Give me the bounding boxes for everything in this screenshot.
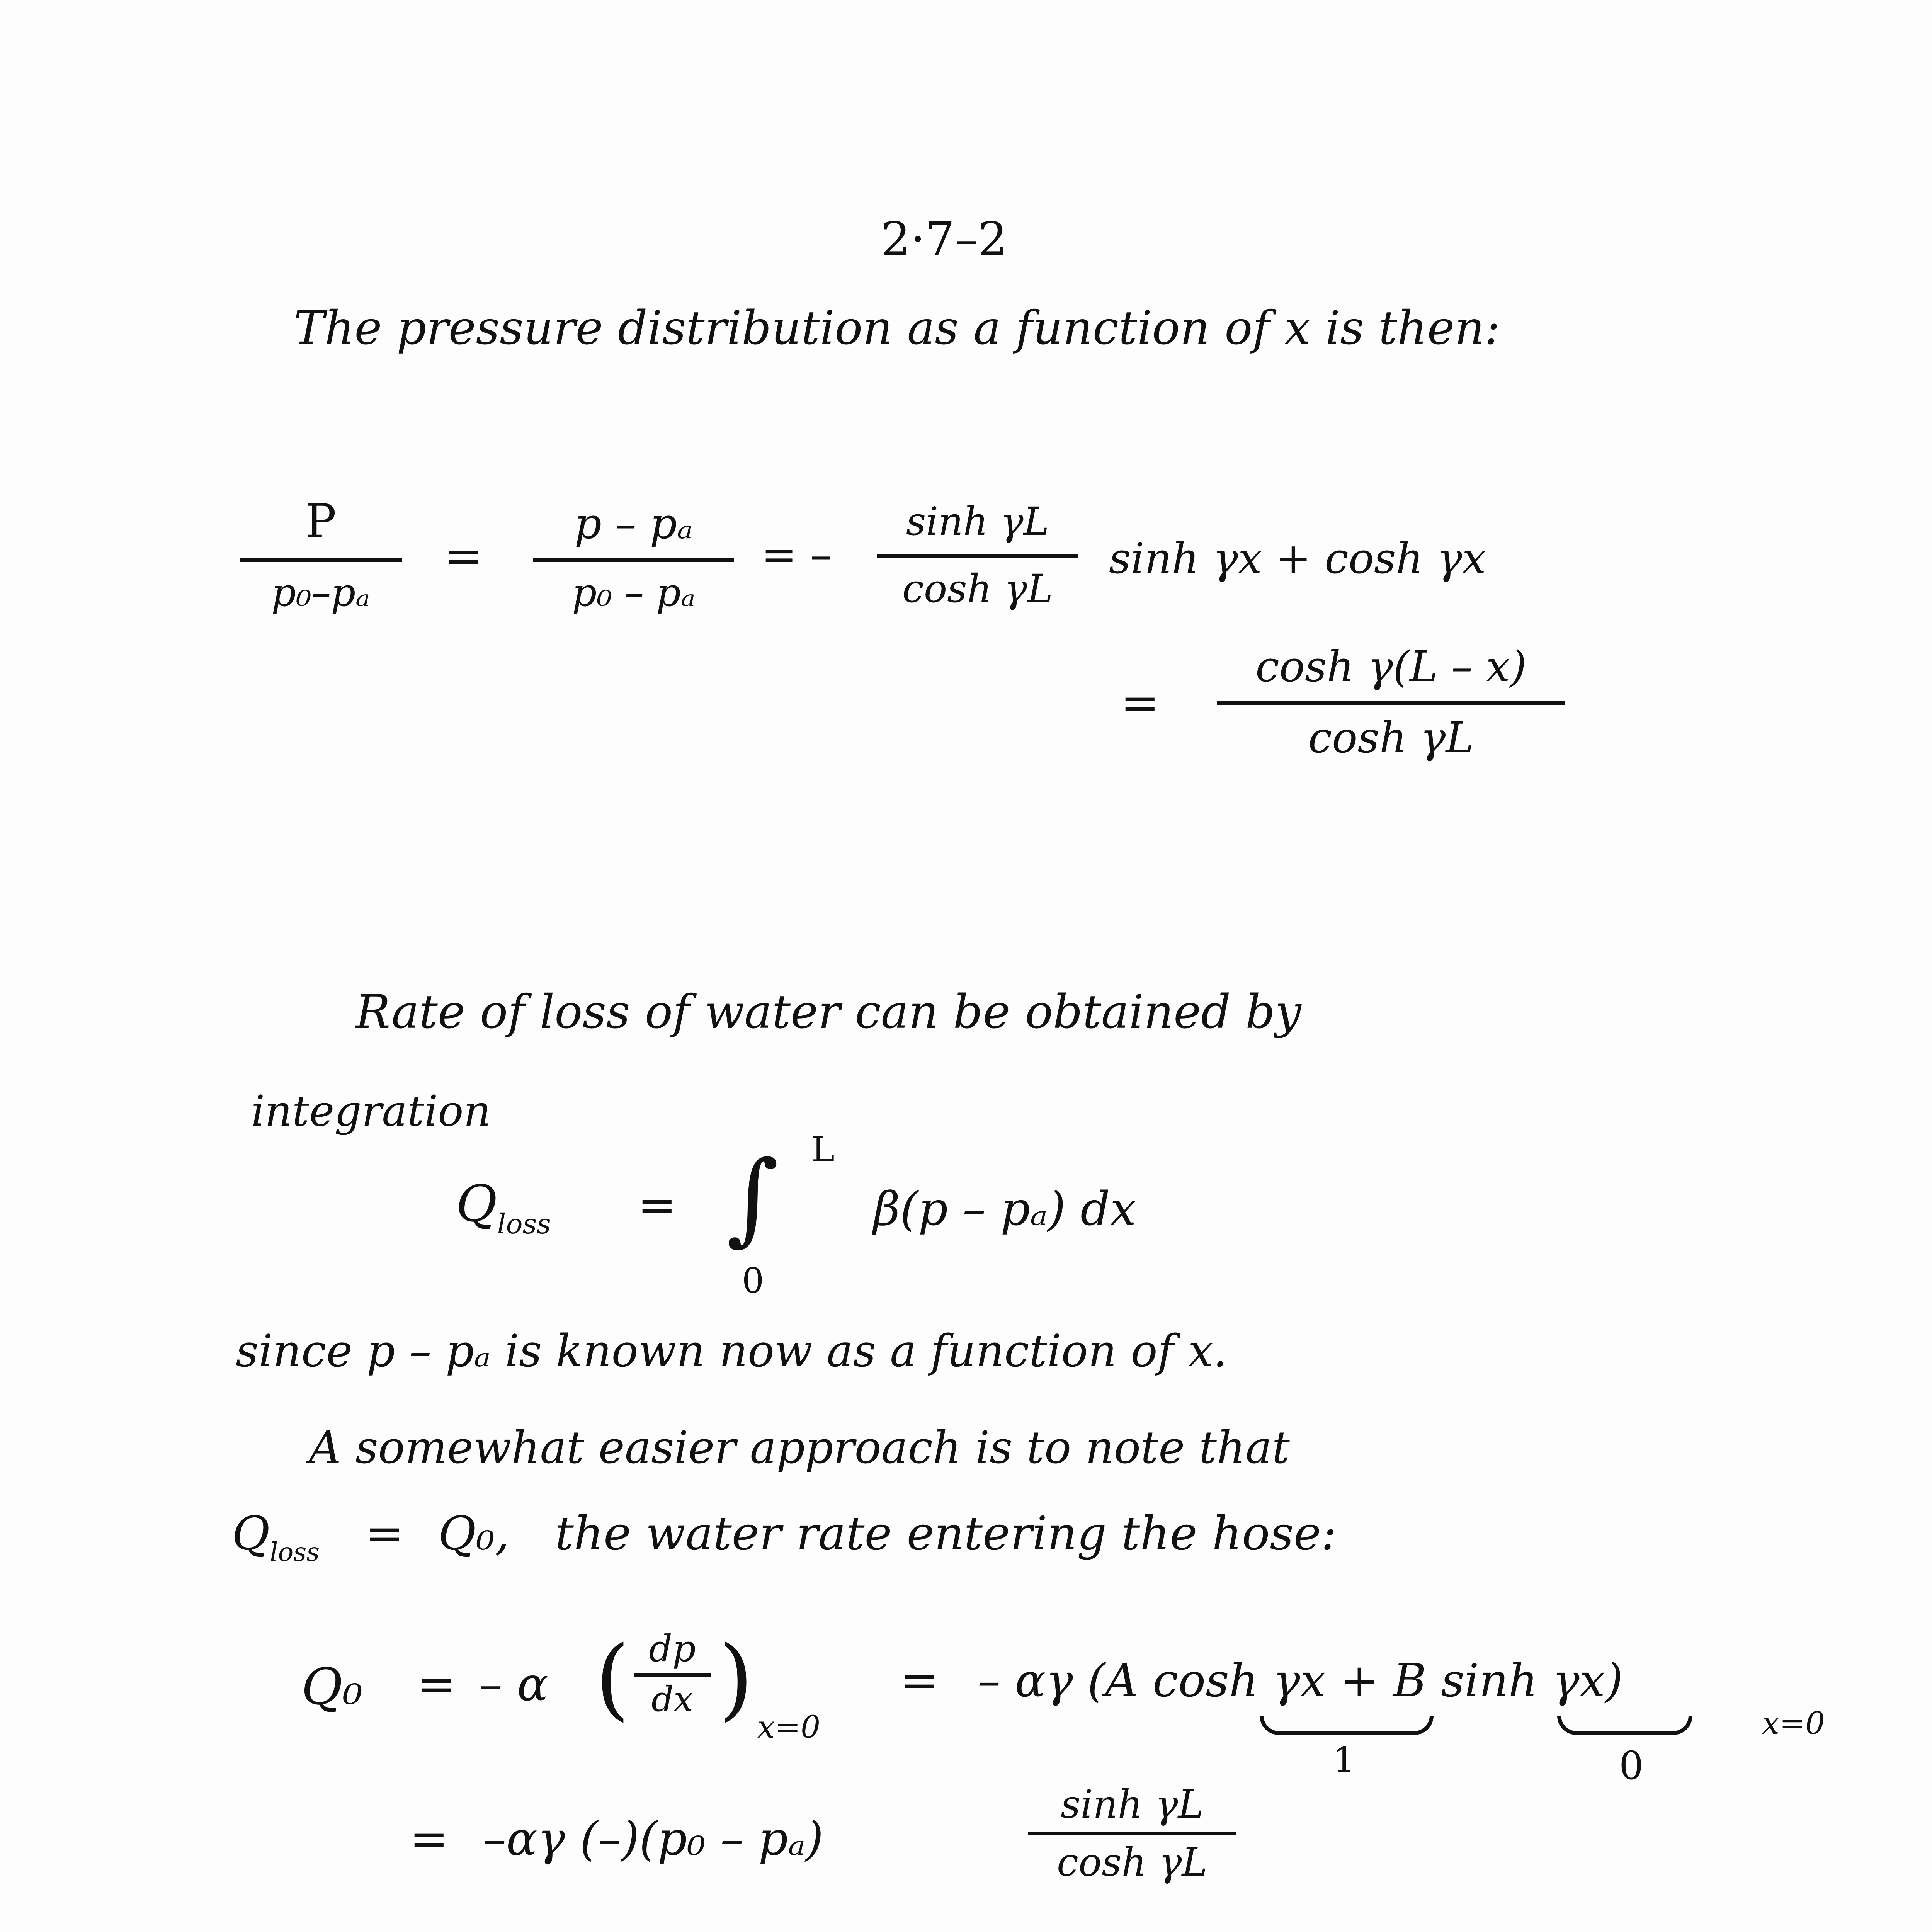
fraction-bar [533,558,734,562]
eq1-tail: sinh γx + cosh γx [1109,534,1486,583]
eq1-sinh-num: sinh γL [906,499,1049,544]
qloss-lhs-sub: loss [497,1208,551,1240]
rate-text-line1: Rate of loss of water can be obtained by [355,985,1301,1039]
q0-rhs: – αγ (A cosh γx + B sinh γx) [978,1654,1623,1707]
dp: dp [649,1628,696,1670]
qloss-equals: = [638,1179,677,1232]
q0-neg-alpha: – α [479,1658,549,1711]
q0-right-paren: ) [719,1627,753,1730]
underbrace-value-0: 0 [1619,1743,1644,1788]
eq1-lhs-num: P [305,495,337,548]
dpdx-fraction [634,1628,711,1719]
q0-lhs: Q₀ [301,1657,363,1716]
eq1-mid-num: p – pₐ [574,499,693,548]
eq1-cosh-den: cosh γL [902,566,1053,611]
fraction-bar [877,554,1078,558]
underbrace-cosh [1260,1716,1434,1735]
eq1-result-num: cosh γ(L – x) [1255,642,1527,691]
q0-left-paren: ( [595,1627,630,1730]
qloss2-lhs-sub: loss [270,1537,320,1567]
dx: dx [651,1679,694,1719]
eq1-equals-2: = [1121,676,1160,730]
fraction-bar [634,1673,711,1677]
eq1-sinh-fraction [877,499,1078,611]
eq1-equals: = [444,529,483,583]
line2-fraction [1028,1782,1236,1885]
qloss2-rhs: Q₀, [438,1507,510,1561]
eq1-result-fraction [1217,642,1565,762]
q0-equals: = [417,1658,456,1711]
rate-text-line2: integration [251,1086,491,1136]
qloss-lhs [456,1174,551,1240]
eq1-lhs-den: p₀–pₐ [271,570,370,615]
q0-eval-sub: x=0 [757,1709,821,1745]
qloss-lhs-symbol: Q [456,1174,497,1233]
page-header: 2·7–2 [881,213,1008,266]
fraction-bar [1028,1832,1236,1835]
eq1-neg: = – [761,530,832,579]
integral-sign: ∫ [726,1139,779,1256]
approach-text: A somewhat easier approach is to note that [309,1422,1290,1474]
fraction-bar [240,558,402,562]
integral-upper: L [811,1129,835,1170]
since-text: since p – pₐ is known now as a function of x. [236,1325,1228,1377]
integral-lower: 0 [742,1260,764,1301]
integrand: β(p – pₐ) dx [873,1182,1136,1236]
intro-text: The pressure distribution as a function of x is then: [294,301,1500,355]
eq1-lhs-fraction [240,495,402,615]
q0-rhs-sub: x=0 [1762,1705,1825,1741]
q0-equals-2: = [900,1654,939,1708]
line2-num: sinh γL [1060,1782,1204,1827]
qloss2-text: the water rate entering the hose: [555,1507,1337,1561]
underbrace-sinh [1557,1716,1692,1735]
qloss2-equals: = [365,1507,404,1561]
eq1-mid-den: p₀ – pₐ [572,570,696,615]
eq1-mid-fraction [533,499,734,615]
fraction-bar [1217,701,1565,705]
qloss-line [232,1507,1337,1567]
eq1-result-den: cosh γL [1308,713,1474,762]
qloss2-lhs: Q [232,1507,270,1561]
line2-body: –αγ (–)(p₀ – pₐ) [483,1812,824,1866]
line2-den: cosh γL [1057,1840,1208,1885]
line2-equals: = [410,1812,449,1866]
underbrace-value-1: 1 [1333,1740,1355,1780]
